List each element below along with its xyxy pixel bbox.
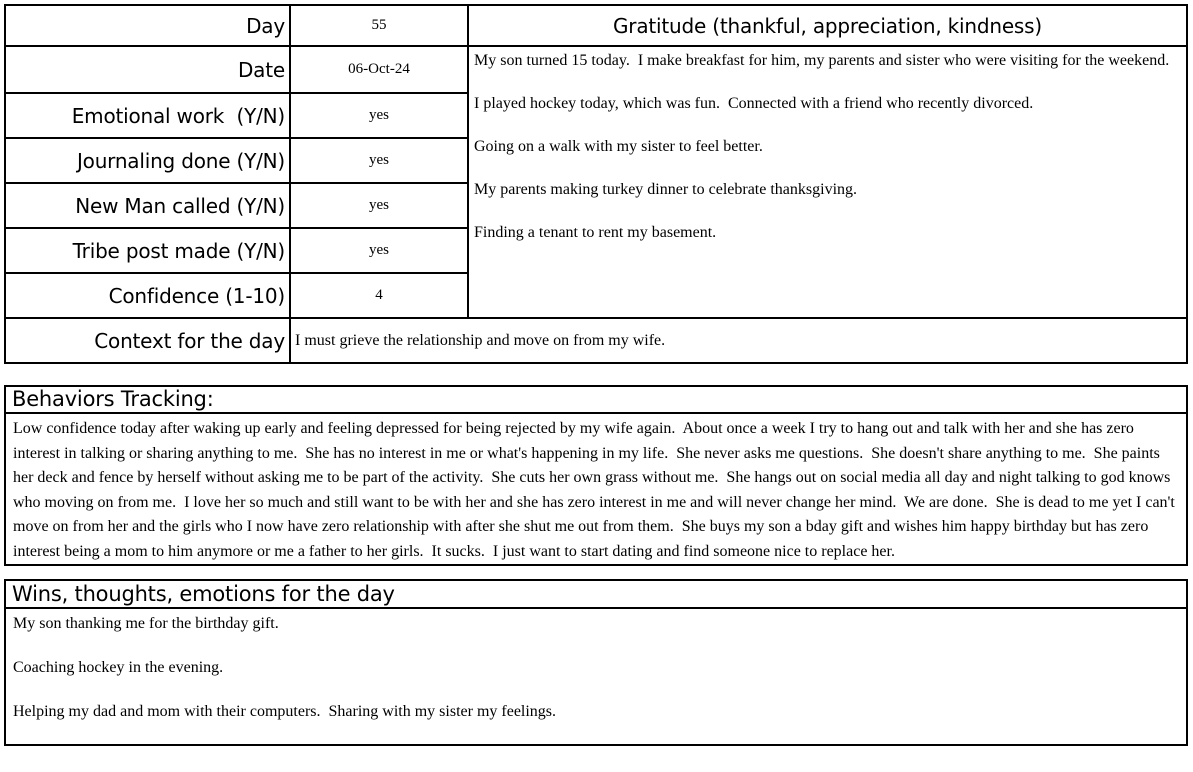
emotional-work-label: Emotional work (Y/N) bbox=[5, 93, 290, 138]
confidence-value: 4 bbox=[290, 273, 468, 318]
day-label: Day bbox=[5, 5, 290, 46]
gratitude-entry: My son turned 15 today. I make breakfast for him, my parents and sister who were visiting for the weekend. bbox=[474, 52, 1170, 69]
confidence-label: Confidence (1-10) bbox=[5, 273, 290, 318]
wins-body-row bbox=[5, 608, 1187, 745]
wins-table bbox=[4, 579, 1188, 746]
row-context bbox=[5, 318, 1187, 363]
win-entry: Helping my dad and mom with their computers. Sharing with my sister my feelings. bbox=[13, 703, 557, 720]
gratitude-entries-cell bbox=[468, 46, 1187, 318]
journaling-value: yes bbox=[290, 138, 468, 183]
tribe-post-label: Tribe post made (Y/N) bbox=[5, 228, 290, 273]
behaviors-header-row bbox=[5, 386, 1187, 413]
gratitude-entry: I played hockey today, which was fun. Connected with a friend who recently divorced. bbox=[474, 95, 1034, 112]
date-value: 06-Oct-24 bbox=[290, 46, 468, 93]
behaviors-tracking-table bbox=[4, 385, 1188, 566]
day-value: 55 bbox=[290, 5, 468, 46]
behaviors-text: Low confidence today after waking up early and feeling depressed for being rejected by my wife again. About once a week I try to hang out and talk with her and she has zero interest in talking or sharing anything to me. She has no interest in me or what's happening in my life. She never asks me questions. She doesn't share anything to me. She paints her deck and fence by herself without asking me to be part of the activity. She cuts her own grass without me. She hangs out on social media all day and night talking to god knows who moving on from me. I love her so much and still want to be with her and she has zero interest in me and will never change her mind. We are done. She is dead to me yet I can't move on from her and the girls who I now have zero relationship with after she shut me out from them. She buys my son a bday gift and wishes him happy birthday but has zero interest being a mom to him anymore or me a father to her girls. It sucks. I just want to start dating and find someone nice to replace her. bbox=[5, 413, 1187, 565]
daily-log-table bbox=[4, 4, 1188, 364]
behaviors-body-row bbox=[5, 413, 1187, 565]
gratitude-header: Gratitude (thankful, appreciation, kindness) bbox=[468, 5, 1187, 46]
context-value: I must grieve the relationship and move on from my wife. bbox=[290, 318, 1187, 363]
gratitude-entry: Finding a tenant to rent my basement. bbox=[474, 224, 717, 241]
wins-entries-cell bbox=[5, 608, 1187, 745]
wins-header: Wins, thoughts, emotions for the day bbox=[5, 580, 1187, 608]
gratitude-entry: Going on a walk with my sister to feel better. bbox=[474, 138, 763, 155]
row-date bbox=[5, 46, 1187, 93]
win-entry: Coaching hockey in the evening. bbox=[13, 659, 224, 676]
tribe-post-value: yes bbox=[290, 228, 468, 273]
new-man-called-label: New Man called (Y/N) bbox=[5, 183, 290, 228]
gratitude-entry: My parents making turkey dinner to celebrate thanksgiving. bbox=[474, 181, 858, 198]
behaviors-header: Behaviors Tracking: bbox=[5, 386, 1187, 413]
new-man-called-value: yes bbox=[290, 183, 468, 228]
row-day bbox=[5, 5, 1187, 46]
win-entry: My son thanking me for the birthday gift. bbox=[13, 615, 279, 632]
context-label: Context for the day bbox=[5, 318, 290, 363]
wins-header-row bbox=[5, 580, 1187, 608]
journaling-label: Journaling done (Y/N) bbox=[5, 138, 290, 183]
date-label: Date bbox=[5, 46, 290, 93]
emotional-work-value: yes bbox=[290, 93, 468, 138]
